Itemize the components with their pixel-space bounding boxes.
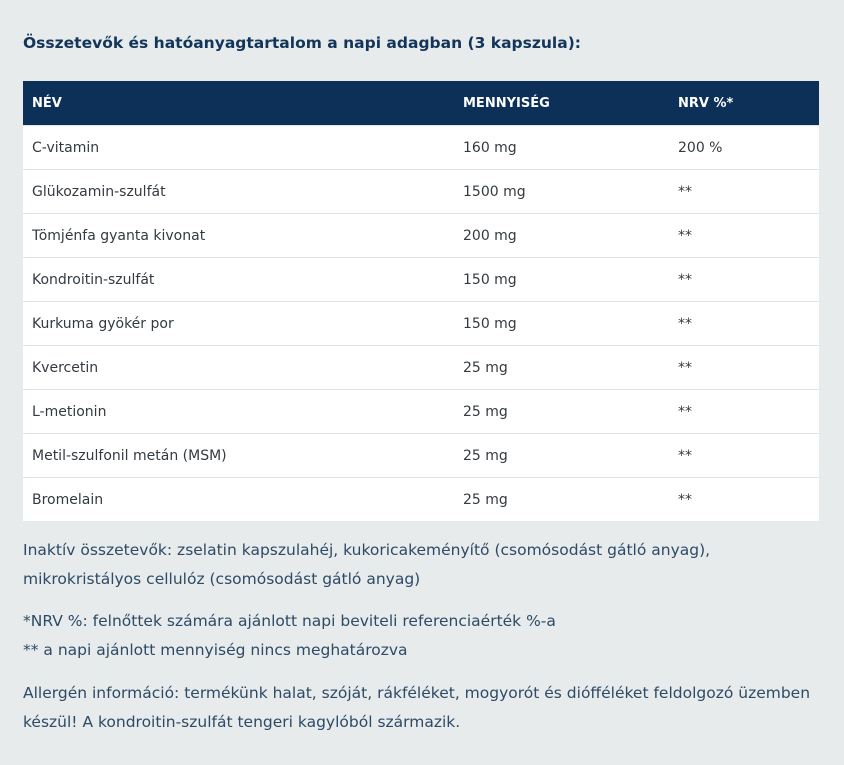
cell-name: Kondroitin-szulfát [32, 271, 155, 288]
cell-nrv: ** [678, 227, 692, 244]
cell-nrv: ** [678, 447, 692, 464]
cell-quantity: 150 mg [463, 271, 517, 288]
cell-nrv: ** [678, 491, 692, 508]
cell-nrv: ** [678, 183, 692, 200]
cell-name: Kurkuma gyökér por [32, 315, 174, 332]
cell-nrv: ** [678, 271, 692, 288]
cell-name: Kvercetin [32, 359, 99, 376]
allergen-line-1: Allergén információ: termékünk halat, szóját, rákféléket, mogyorót és diófféléket feldolgozó üzemben [23, 684, 811, 702]
allergen-line-2: készül! A kondroitin-szulfát tengeri kagylóból származik. [23, 713, 461, 731]
table-row [23, 257, 819, 301]
cell-quantity: 200 mg [463, 227, 517, 244]
cell-name: C-vitamin [32, 139, 100, 156]
cell-nrv: ** [678, 403, 692, 420]
inactive-line-1: Inaktív összetevők: zselatin kapszulahéj, kukoricakeményítő (csomósodást gátló anyag), [23, 541, 711, 559]
cell-quantity: 25 mg [463, 491, 508, 508]
table-row [23, 125, 819, 169]
cell-quantity: 25 mg [463, 447, 508, 464]
table-row [23, 345, 819, 389]
cell-quantity: 1500 mg [463, 183, 526, 200]
ingredients-table [23, 81, 819, 521]
table-row [23, 433, 819, 477]
cell-name: Metil-szulfonil metán (MSM) [32, 447, 227, 464]
cell-quantity: 160 mg [463, 139, 517, 156]
header-nrv: NRV %* [678, 95, 734, 111]
section-heading: Összetevők és hatóanyagtartalom a napi adagban (3 kapszula): [23, 34, 581, 52]
allergen-info [23, 679, 823, 737]
cell-nrv: ** [678, 315, 692, 332]
stars-footnote: ** a napi ajánlott mennyiség nincs meghatározva [23, 641, 408, 659]
header-quantity: MENNYISÉG [463, 95, 550, 111]
cell-name: Tömjénfa gyanta kivonat [32, 227, 206, 244]
cell-quantity: 25 mg [463, 403, 508, 420]
table-row [23, 301, 819, 345]
table-row [23, 213, 819, 257]
cell-name: Glükozamin-szulfát [32, 183, 166, 200]
cell-quantity: 150 mg [463, 315, 517, 332]
nrv-footnote: *NRV %: felnőttek számára ajánlott napi beviteli referenciaérték %-a [23, 612, 556, 630]
table-header [23, 81, 819, 125]
table-row [23, 169, 819, 213]
inactive-ingredients [23, 536, 823, 594]
cell-nrv: 200 % [678, 139, 723, 156]
footnotes [23, 607, 823, 665]
table-row [23, 477, 819, 521]
cell-name: Bromelain [32, 491, 104, 508]
cell-nrv: ** [678, 359, 692, 376]
cell-quantity: 25 mg [463, 359, 508, 376]
cell-name: L-metionin [32, 403, 107, 420]
table-row [23, 389, 819, 433]
header-name: NÉV [32, 95, 62, 111]
inactive-line-2: mikrokristályos cellulóz (csomósodást gátló anyag) [23, 570, 421, 588]
